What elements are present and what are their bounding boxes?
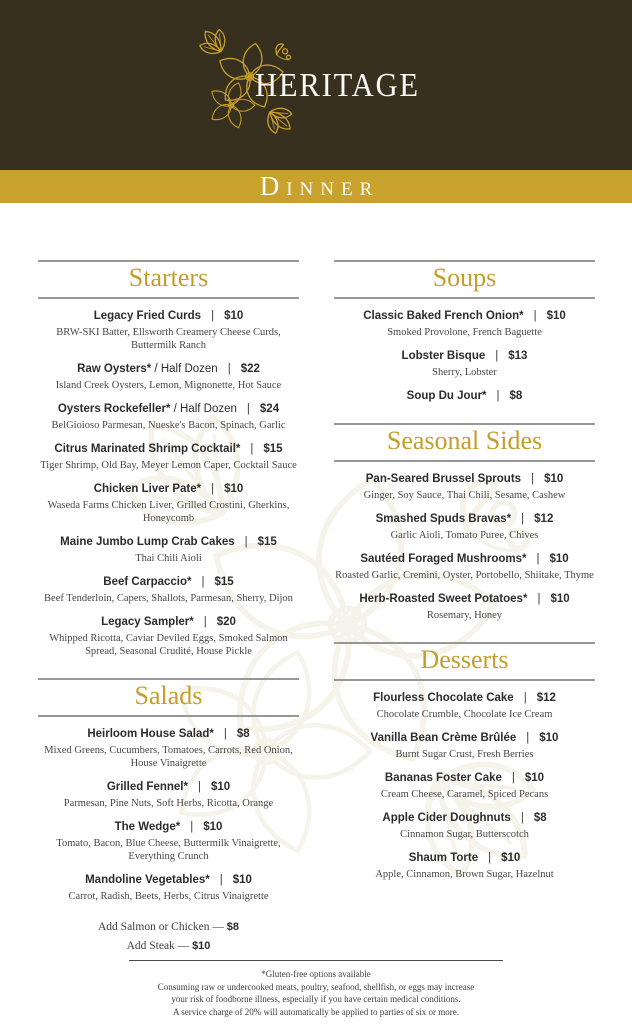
item-price: $10 <box>524 771 545 784</box>
footer-disclaimer-line-1: Consuming raw or undercooked meats, poultry, seafood, shellfish, or eggs may increase <box>157 981 475 992</box>
item-name: Sautéed Foraged Mushrooms* <box>360 552 527 565</box>
brand-logo <box>189 15 444 155</box>
item-name: Mandoline Vegetables* <box>85 873 210 886</box>
addon-price: $8 <box>226 920 239 933</box>
menu-item <box>334 310 595 339</box>
item-name: Grilled Fennel* <box>106 780 188 793</box>
menu-item <box>334 593 595 622</box>
item-name-price-line <box>334 692 595 705</box>
price-divider: | <box>520 811 524 824</box>
price-divider: | <box>526 731 530 744</box>
item-name: Beef Carpaccio* <box>103 575 192 588</box>
section-title: Soups <box>432 263 497 292</box>
item-name: Bananas Foster Cake <box>384 771 502 784</box>
price-divider: | <box>523 691 527 704</box>
item-name-price-line <box>38 874 299 887</box>
item-name-price-line <box>334 473 595 486</box>
price-divider: | <box>203 615 207 628</box>
item-name: Oysters Rockefeller* <box>57 402 171 415</box>
item-price: $24 <box>259 402 280 415</box>
item-price: $15 <box>263 442 283 455</box>
menu-item <box>38 363 299 392</box>
footer-divider <box>129 960 503 961</box>
item-price: $10 <box>224 482 244 495</box>
addon-price: $10 <box>192 939 211 952</box>
section-title: Desserts <box>420 644 509 674</box>
item-name: Legacy Fried Curds <box>93 309 202 322</box>
item-price: $8 <box>509 389 523 402</box>
brand-header <box>0 0 632 170</box>
item-name: Legacy Sampler* <box>101 615 194 628</box>
item-price: $10 <box>550 592 570 605</box>
item-name: Herb-Roasted Sweet Potatoes* <box>359 592 528 605</box>
item-name: Smashed Spuds Bravas* <box>375 512 512 525</box>
price-divider: | <box>246 402 250 415</box>
item-name-price-line <box>38 781 299 794</box>
price-divider: | <box>495 349 499 362</box>
item-description: Tomato, Bacon, Blue Cheese, Buttermilk Vinaigrette, Everything Crunch <box>56 837 281 862</box>
price-divider: | <box>250 442 254 455</box>
menu-item <box>38 403 299 432</box>
item-suffix: / Half Dozen <box>170 402 237 415</box>
item-price: $13 <box>508 349 528 362</box>
menu-item <box>38 536 299 565</box>
item-name: Chicken Liver Pate* <box>93 482 202 495</box>
item-name-price-line <box>334 772 595 785</box>
item-name: Flourless Chocolate Cake <box>373 691 514 704</box>
menu-item <box>334 812 595 841</box>
item-name-price-line <box>334 350 595 363</box>
item-price: $8 <box>533 811 547 824</box>
footer-service-charge-note: A service charge of 20% will automatically be applied to parties of six or more. <box>173 1007 459 1018</box>
item-description: BelGioioso Parmesan, Nueske's Bacon, Spinach, Garlic <box>51 419 286 431</box>
item-price: $10 <box>539 731 559 744</box>
menu-item <box>334 350 595 379</box>
menu-section-seasonal-sides <box>334 423 595 622</box>
item-price: $10 <box>203 820 223 833</box>
footer-gluten-note: *Gluten-free options available <box>261 968 371 979</box>
price-divider: | <box>531 472 535 485</box>
item-name-price-line <box>334 812 595 825</box>
item-description: Whipped Ricotta, Caviar Deviled Eggs, Smoked Salmon Spread, Seasonal Crudité, House Pickle <box>49 632 288 657</box>
menu-item <box>38 874 299 903</box>
menu-item <box>38 576 299 605</box>
item-name: Heirloom House Salad* <box>87 727 214 740</box>
item-price: $15 <box>214 575 234 588</box>
price-divider: | <box>211 482 215 495</box>
item-price: $22 <box>240 362 260 375</box>
item-name-price-line <box>334 553 595 566</box>
item-name-price-line <box>38 363 299 376</box>
menu-column-right <box>334 260 595 974</box>
menu-section-salads <box>38 678 299 954</box>
item-price: $12 <box>536 691 556 704</box>
menu-item <box>38 443 299 472</box>
section-header <box>38 260 299 299</box>
menu-section-soups <box>334 260 595 403</box>
addon-line <box>38 939 299 954</box>
price-divider: | <box>536 552 540 565</box>
menu-section-starters <box>38 260 299 658</box>
price-divider: | <box>219 873 223 886</box>
menu-item <box>334 852 595 881</box>
item-name-price-line <box>334 732 595 745</box>
menu-item <box>38 483 299 525</box>
price-divider: | <box>521 512 525 525</box>
menu-type-band <box>0 170 632 203</box>
menu-section-desserts <box>334 642 595 881</box>
item-description: Thai Chili Aioli <box>135 552 202 564</box>
item-description: Roasted Garlic, Cremini, Oyster, Portobello, Shiitake, Thyme <box>335 569 594 581</box>
item-name-price-line <box>334 310 595 323</box>
menu-item <box>38 821 299 863</box>
addon-label: Add Steak — <box>126 939 193 952</box>
item-price: $10 <box>210 780 231 793</box>
item-price: $8 <box>236 727 250 740</box>
item-name-price-line <box>38 443 299 456</box>
price-divider: | <box>537 592 541 605</box>
item-name-price-line <box>38 310 299 323</box>
item-name-price-line <box>334 513 595 526</box>
price-divider: | <box>190 820 194 833</box>
item-description: Island Creek Oysters, Lemon, Mignonette, Hot Sauce <box>55 379 282 391</box>
menu-item <box>334 692 595 721</box>
item-description: Beef Tenderloin, Capers, Shallots, Parmesan, Sherry, Dijon <box>44 592 293 604</box>
item-price: $10 <box>501 851 521 864</box>
menu-item <box>38 616 299 658</box>
item-price: $10 <box>549 552 569 565</box>
item-description: Parmesan, Pine Nuts, Soft Herbs, Ricotta, Orange <box>63 797 274 809</box>
addon-line <box>38 920 299 935</box>
menu-item <box>334 732 595 761</box>
item-description: Mixed Greens, Cucumbers, Tomatoes, Carrots, Red Onion, House Vinaigrette <box>44 744 293 769</box>
item-description: Ginger, Soy Sauce, Thai Chili, Sesame, Cashew <box>363 489 566 501</box>
footer <box>0 960 632 1019</box>
price-divider: | <box>511 771 515 784</box>
menu-item <box>334 772 595 801</box>
item-price: $10 <box>546 309 566 322</box>
item-price: $15 <box>257 535 277 548</box>
menu-item <box>334 390 595 403</box>
item-name-price-line <box>38 576 299 589</box>
price-divider: | <box>201 575 205 588</box>
item-name-price-line <box>38 616 299 629</box>
item-name-price-line <box>334 852 595 865</box>
salad-addons <box>38 920 299 954</box>
item-description: Tiger Shrimp, Old Bay, Meyer Lemon Caper, Cocktail Sauce <box>40 459 297 471</box>
item-name-price-line <box>38 728 299 741</box>
item-description: Carrot, Radish, Beets, Herbs, Citrus Vinaigrette <box>68 890 269 902</box>
price-divider: | <box>197 780 201 793</box>
item-price: $10 <box>232 873 252 886</box>
menu-item <box>38 728 299 770</box>
item-description: Sherry, Lobster <box>432 366 497 378</box>
menu-item <box>334 473 595 502</box>
addon-label: Add Salmon or Chicken — <box>98 920 227 933</box>
item-description: Waseda Farms Chicken Liver, Grilled Crostini, Gherkins, Honeycomb <box>47 499 290 524</box>
item-name-price-line <box>38 403 299 416</box>
price-divider: | <box>496 389 500 402</box>
footer-disclaimer-line-2: your risk of foodborne illness, especially if you have certain medical conditions. <box>171 994 461 1005</box>
item-name: Raw Oysters* <box>77 362 152 375</box>
item-description: Smoked Provolone, French Baguette <box>387 326 542 338</box>
item-name: Lobster Bisque <box>401 349 486 362</box>
menu-type-label: Dinner <box>259 171 380 201</box>
price-divider: | <box>227 362 231 375</box>
section-header <box>334 642 595 681</box>
item-name: Citrus Marinated Shrimp Cocktail* <box>54 442 241 455</box>
item-name: Vanilla Bean Crème Brûlée <box>370 731 517 744</box>
section-header <box>38 678 299 717</box>
item-description: Apple, Cinnamon, Brown Sugar, Hazelnut <box>375 868 554 880</box>
item-name-price-line <box>38 483 299 496</box>
item-name: The Wedge* <box>114 820 181 833</box>
section-header <box>334 423 595 462</box>
item-name-price-line <box>38 821 299 834</box>
item-name: Pan-Seared Brussel Sprouts <box>365 472 522 485</box>
price-divider: | <box>488 851 492 864</box>
item-description: Burnt Sugar Crust, Fresh Berries <box>395 748 534 760</box>
price-divider: | <box>533 309 537 322</box>
item-name: Soup Du Jour* <box>406 389 487 402</box>
item-name-price-line <box>38 536 299 549</box>
price-divider: | <box>223 727 227 740</box>
menu-item <box>38 781 299 810</box>
item-description: Chocolate Crumble, Chocolate Ice Cream <box>376 708 553 720</box>
menu-item <box>334 553 595 582</box>
menu-body <box>0 203 632 974</box>
menu-column-left <box>38 260 299 974</box>
section-title: Starters <box>128 263 209 292</box>
section-header <box>334 260 595 299</box>
item-name-price-line <box>334 593 595 606</box>
item-description: Garlic Aioli, Tomato Puree, Chives <box>390 529 539 541</box>
brand-name: HERITAGE <box>254 67 420 104</box>
item-price: $12 <box>534 512 554 525</box>
item-description: Rosemary, Honey <box>426 609 503 621</box>
item-price: $20 <box>216 615 236 628</box>
section-title: Seasonal Sides <box>386 425 543 455</box>
item-name: Maine Jumbo Lump Crab Cakes <box>60 535 235 548</box>
menu-item <box>334 513 595 542</box>
item-name: Shaum Torte <box>408 851 479 864</box>
item-description: BRW-SKI Batter, Ellsworth Creamery Cheese Curds, Buttermilk Ranch <box>56 326 281 351</box>
item-name-price-line <box>334 390 595 403</box>
menu-item <box>38 310 299 352</box>
item-price: $10 <box>224 309 244 322</box>
item-price: $10 <box>544 472 564 485</box>
section-title: Salads <box>134 680 203 710</box>
item-suffix: / Half Dozen <box>151 362 218 375</box>
price-divider: | <box>244 535 248 548</box>
item-description: Cinnamon Sugar, Butterscotch <box>400 828 529 840</box>
item-description: Cream Cheese, Caramel, Spiced Pecans <box>380 788 549 800</box>
item-name: Apple Cider Doughnuts <box>382 811 511 824</box>
price-divider: | <box>211 309 215 322</box>
item-name: Classic Baked French Onion* <box>363 309 524 322</box>
